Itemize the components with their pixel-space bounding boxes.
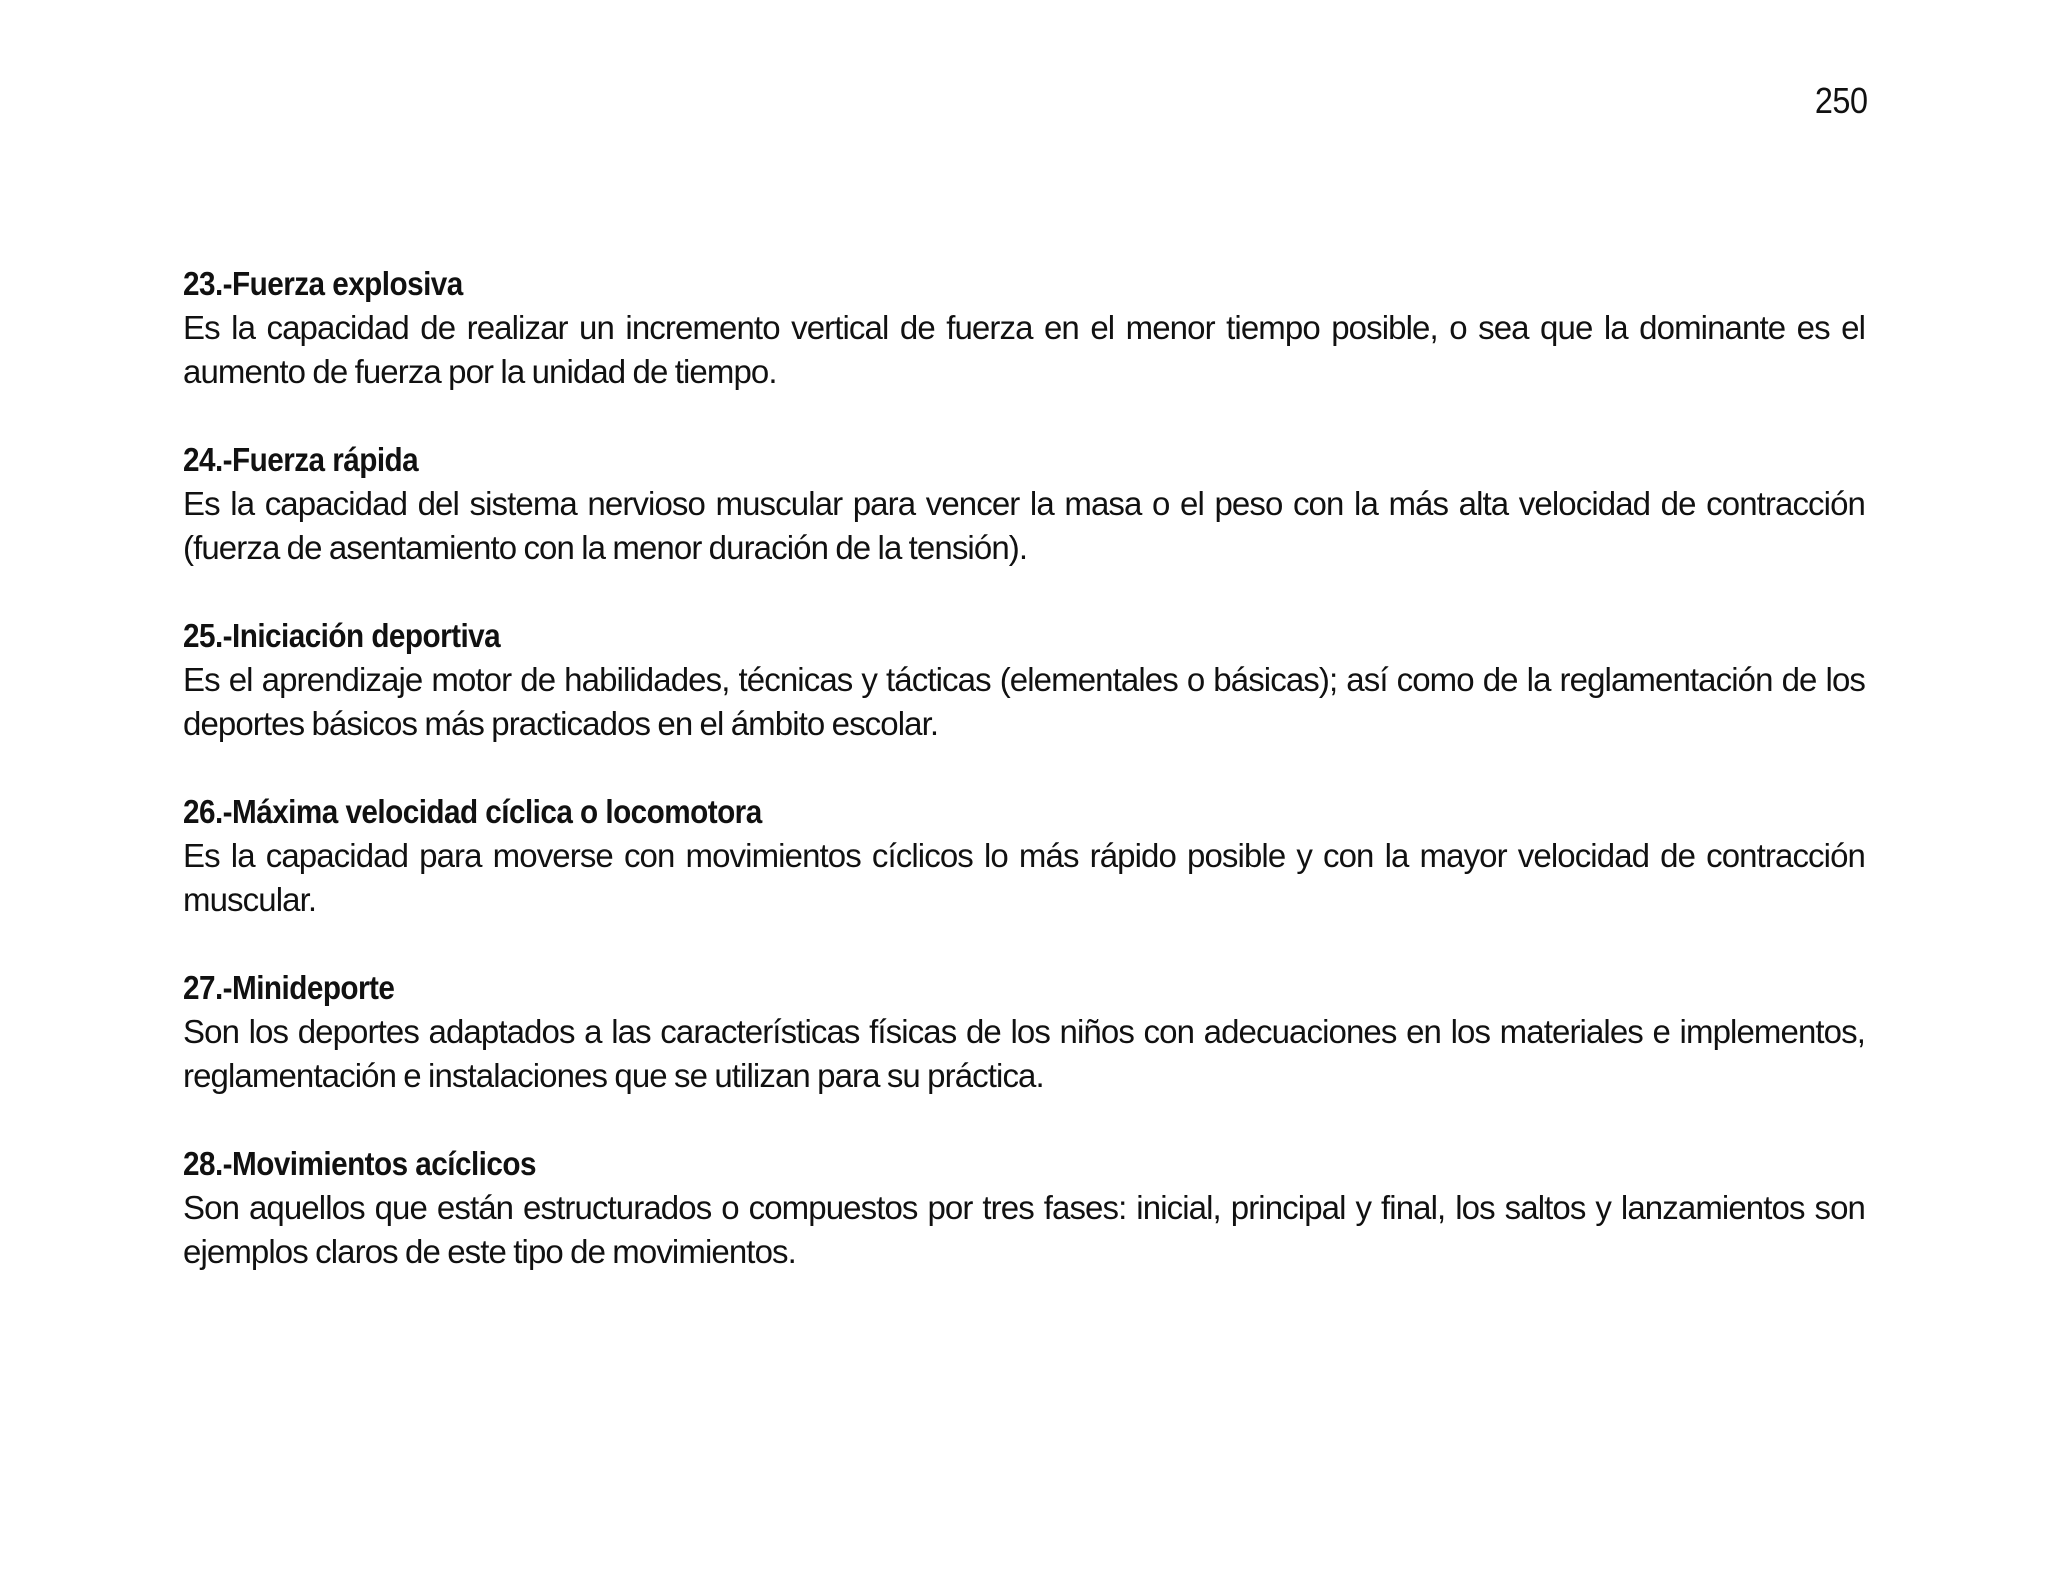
page-number: 250: [1815, 80, 1868, 121]
entry-term: 26.-Máxima velocidad cíclica o locomotora: [183, 793, 762, 830]
entry-term: 27.-Minideporte: [183, 969, 395, 1006]
entry-definition: Son aquellos que están estructurados o compuestos por tres fases: inicial, principal y final, los saltos y lanzamientos son ejemplos claros de este tipo de movimientos.: [183, 1189, 1865, 1270]
entry-term: 24.-Fuerza rápida: [183, 441, 419, 478]
entry-term: 23.-Fuerza explosiva: [183, 265, 463, 302]
entry-definition: Es el aprendizaje motor de habilidades, técnicas y tácticas (elementales o básicas); así como de la reglamentación de los deportes básicos más practicados en el ámbito escolar.: [183, 661, 1865, 742]
entry-term: 28.-Movimientos acíclicos: [183, 1145, 536, 1182]
entry-term: 25.-Iniciación deportiva: [183, 617, 501, 654]
entry-definition: Son los deportes adaptados a las características físicas de los niños con adecuaciones en los materiales e implementos, reglamentación e instalaciones que se utilizan para su práctica.: [183, 1013, 1865, 1094]
glossary-entry-25: [183, 614, 1865, 746]
glossary-entry-23: [183, 262, 1865, 394]
entry-definition: Es la capacidad del sistema nervioso muscular para vencer la masa o el peso con la más alta velocidad de contracción (fuerza de asentamiento con la menor duración de la tensión).: [183, 485, 1865, 566]
glossary-entry-27: [183, 966, 1865, 1098]
glossary-entry-24: [183, 438, 1865, 570]
entry-definition: Es la capacidad de realizar un incremento vertical de fuerza en el menor tiempo posible, o sea que la dominante es el aumento de fuerza por la unidad de tiempo.: [183, 309, 1865, 390]
glossary-entry-28: [183, 1142, 1865, 1274]
glossary-content: [183, 262, 1865, 1318]
entry-definition: Es la capacidad para moverse con movimientos cíclicos lo más rápido posible y con la mayor velocidad de contracción muscular.: [183, 837, 1865, 918]
glossary-entry-26: [183, 790, 1865, 922]
